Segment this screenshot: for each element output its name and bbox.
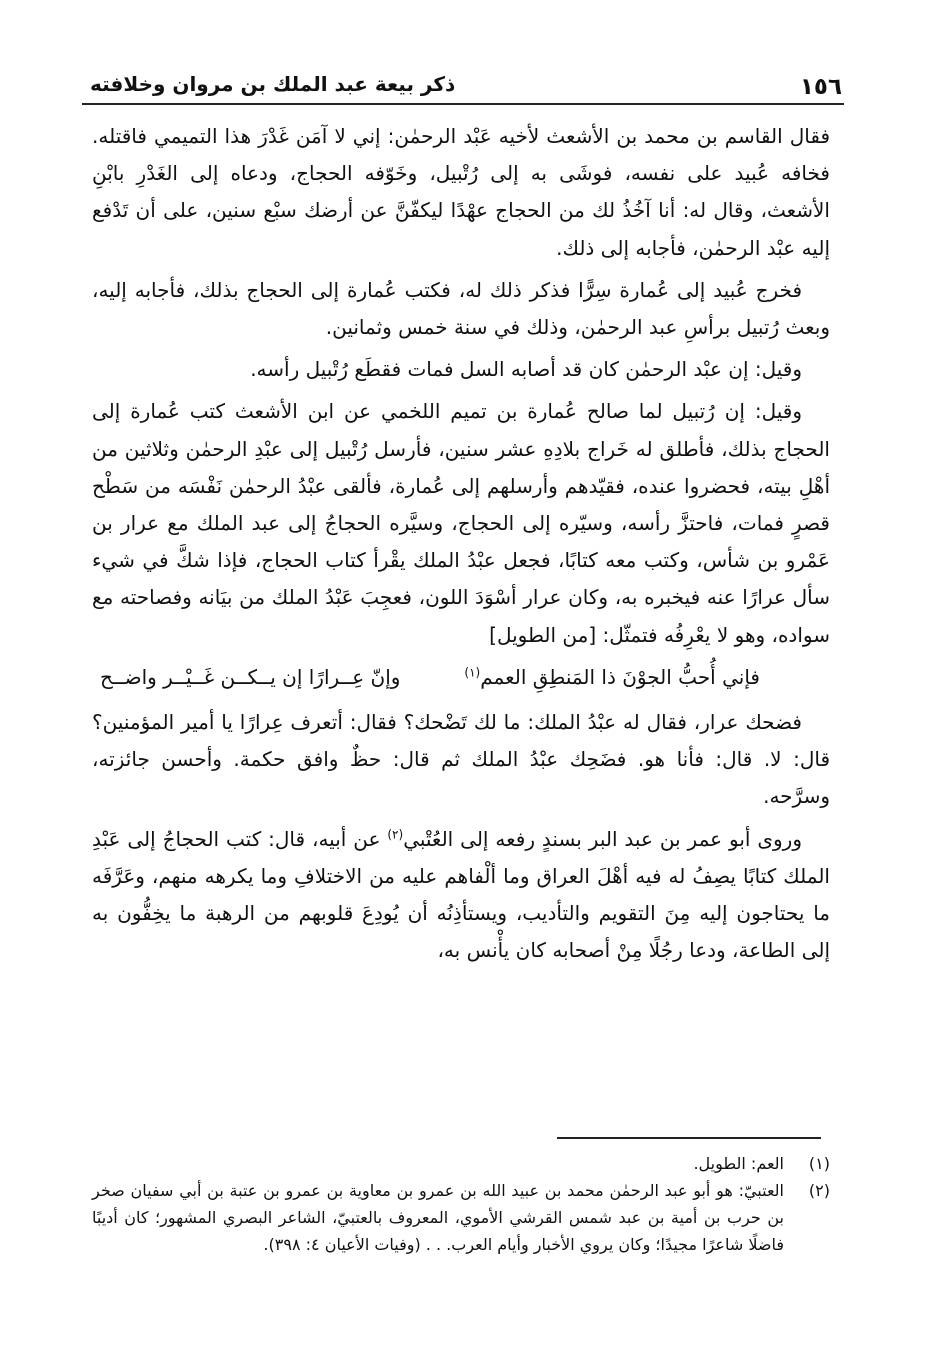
footnote-1 bbox=[92, 1150, 830, 1177]
poem-verse bbox=[92, 659, 830, 696]
footnote-text: العم: الطويل. bbox=[693, 1154, 784, 1173]
main-text bbox=[92, 118, 830, 974]
verse-second-hemistich: وإنّ عِــرارًا إن يــكــن غَــيْــر واضــح bbox=[100, 664, 401, 689]
paragraph-6 bbox=[92, 821, 830, 970]
paragraph-6-start: وروى أبو عمر بن عبد البر بسندٍ رفعه إلى العُتْبي bbox=[403, 826, 802, 851]
footnote-marker-1: (١) bbox=[464, 665, 481, 680]
footnote-marker-2: (٢) bbox=[387, 827, 404, 841]
running-header bbox=[82, 60, 842, 100]
paragraph-1: فقال القاسم بن محمد بن الأشعث لأخيه عَبْد الرحمٰن: إني لا آمَن غَدْرَ هذا التميمي فاقتله. فخافه عُبيد على نفسه، فوشَى به إلى رُتْبيل، وخَوّفه الحجاج، ودعاه إلى الغَدْرِ بابْنِ الأشعث، وقال له: أنا آخُذُ لك من الحجاج عهْدًا ليكفّنَّ عن أرضك سبْع سنين، على أن تَدْفع إليه عبْد الرحمٰن، فأجابه إلى ذلك. bbox=[92, 124, 830, 260]
verse-first-hemistich: فإني أُحبُّ الجوْنَ ذا المَنطِقِ العمم$^{(١)}$ bbox=[464, 664, 760, 689]
footnote-text: العتبيّ: هو أبو عبد الرحمٰن محمد بن عبيد الله بن عمرو بن معاوية بن عمرو بن عتبة بن أبي سفيان صخر بن حرب بن أمية بن عبد شمس القرشي الأموي، المعروف بالعتبيّ، الشاعر البصري المشهور؛ كان أديبًا فاضلًا شاعرًا مجيدًا؛ وكان يروي الأخبار وأيام العرب. . . (وفيات الأعيان ٤: ٣٩٨). bbox=[92, 1181, 784, 1254]
chapter-title: ذكر بيعة عبد الملك بن مروان وخلافته bbox=[90, 72, 456, 96]
footnote-number: (٢) bbox=[808, 1181, 830, 1200]
header-divider bbox=[82, 103, 844, 105]
paragraph-3: وقيل: إن عبْد الرحمٰن كان قد أصابه السل فمات فقطَع رُتْبيل رأسه. bbox=[250, 357, 802, 382]
footnotes bbox=[92, 1150, 830, 1258]
paragraph-2: فخرج عُبيد إلى عُمارة سِرًّا فذكر ذلك له، فكتب عُمارة إلى الحجاج بذلك، فأجابه إليه، وبعث رُتبيل برأسِ عبد الرحمٰن، وذلك في سنة خمس وثمانين. bbox=[92, 277, 830, 340]
paragraph-4: وقيل: إن رُتبيل لما صالح عُمارة بن تميم اللخمي عن ابن الأشعث كتب عُمارة إلى الحجاج بذلك، فأطلق له خَراج بلادِهِ عشر سنين، فأرسل رُتْبيل إلى عبْدِ الرحمٰن وثلاثين من أهْلِ بيته، فحضروا عنده، فقيّدهم وأرسلهم إلى عُمارة، فألقى عبْدُ الرحمٰن نَفْسَه من سَطْح قصرٍ فمات، فاحتزَّ رأسه، وسيّره إلى الحجاج، وسيَّره الحجاجُ إلى عبد الملك مع عرار بن عَمْرو بن شأس، وكتب معه كتابًا، فجعل عبْدُ الملك يقْرأ كتاب الحجاج، فإذا شكَّ في شيء سأل عرارًا عنه فيخبره به، وكان عرار أسْوَدَ اللون، فعجِبَ عَبْدُ الملك من بيَانه وفصاحته مع سواده، وهو لا يعْرِفُه فتمثّل: [من الطويل] bbox=[92, 399, 830, 647]
footnote-divider bbox=[557, 1137, 821, 1139]
footnote-2 bbox=[92, 1177, 830, 1258]
page-number: ١٥٦ bbox=[799, 74, 842, 100]
footnote-number: (١) bbox=[808, 1154, 830, 1173]
paragraph-5: فضحك عرار، فقال له عبْدُ الملك: ما لك تَضْحك؟ فقال: أتعرف عِرارًا يا أمير المؤمنين؟ قال: لا. قال: فأنا هو. فضَحِك عبْدُ الملك ثم قال: حظٌ وافق حكمة. وأحسن جائزته، وسرَّحه. bbox=[92, 710, 830, 809]
paragraph-6-rest: عن أبيه، قال: كتب الحجاجُ إلى عَبْدِ الملك كتابًا يصِفُ له فيه أهْلَ العراق وما ألْفاهم عليه من الاختلافِ وما يكرهه منهم، وعَرَّفَه ما يحتاجون إليه مِنَ التقويم والتأديب، ويستأذِنُه أن يُودِعَ قلوبهم من الرهبة ما يخِفُّون به إلى الطاعة، ودعا رجُلًا مِنْ أصحابه كان يأْنس به، bbox=[92, 826, 830, 963]
